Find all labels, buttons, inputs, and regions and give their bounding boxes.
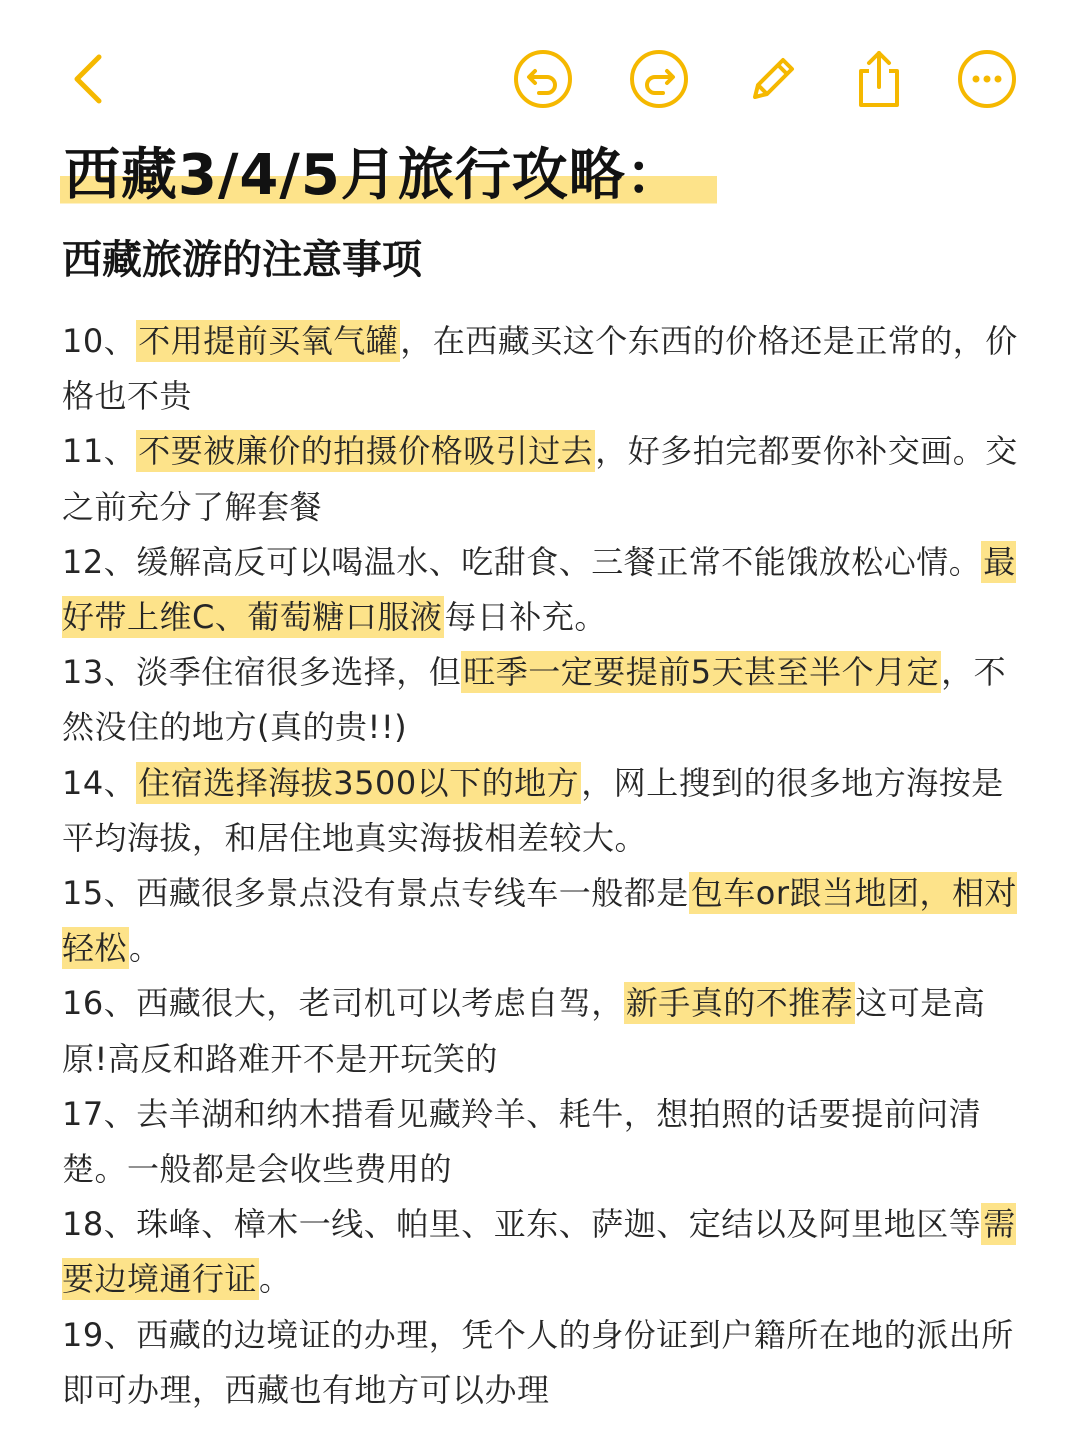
title-wrap xyxy=(60,140,717,212)
list-item-16 xyxy=(62,976,1022,1086)
list-item-13 xyxy=(62,645,1022,755)
item-text: 西藏很大，老司机可以考虑自驾， xyxy=(136,984,624,1023)
item-text: ，网上搜到的很多地方海按是平均海拔，和居住地真实海拔相差较大。 xyxy=(62,763,1004,857)
list-item-14 xyxy=(62,756,1022,866)
item-number: 10、 xyxy=(62,322,137,360)
item-text: 缓解高反可以喝温水、吃甜食、三餐正常不能饿放松心情。 xyxy=(136,542,982,581)
highlighted-text: 不用提前买氧气罐 xyxy=(138,322,399,360)
note-body[interactable] xyxy=(62,314,1022,1418)
toolbar xyxy=(0,44,1080,114)
item-text: 去羊湖和纳木措看见藏羚羊、耗牛，想拍照的话要提前问清楚。一般都是会收些费用的 xyxy=(62,1094,982,1189)
list-item-17 xyxy=(62,1087,1022,1197)
list-item-10 xyxy=(62,314,1022,424)
item-number: 16、 xyxy=(62,984,137,1023)
list-item-15 xyxy=(62,866,1022,976)
highlighted-text: 旺季一定要提前5天甚至半个月定 xyxy=(463,653,940,692)
item-number: 12、 xyxy=(62,542,137,581)
item-text: 淡季住宿很多选择，但 xyxy=(136,653,462,692)
more-button[interactable] xyxy=(952,44,1022,114)
back-button[interactable] xyxy=(54,44,124,114)
redo-button[interactable] xyxy=(624,44,694,114)
item-number: 14、 xyxy=(62,763,137,802)
note-title[interactable]: 西藏3/4/5月旅行攻略： xyxy=(60,140,717,212)
highlighted-text: 包车or跟当地团，相对轻松 xyxy=(62,874,1017,968)
pencil-icon xyxy=(743,49,803,109)
note-subtitle[interactable]: 西藏旅游的注意事项 xyxy=(62,237,422,283)
item-text: 。 xyxy=(259,1260,292,1299)
item-number: 17、 xyxy=(62,1094,137,1133)
list-item-19 xyxy=(62,1308,1022,1418)
item-text: ，不然没住的地方(真的贵!!) xyxy=(62,653,1007,747)
item-text: ，在西藏买这个东西的价格还是正常的，价格也不贵 xyxy=(62,322,1018,416)
item-number: 18、 xyxy=(62,1205,137,1244)
item-text: 珠峰、樟木一线、帕里、亚东、萨迦、定结以及阿里地区等 xyxy=(136,1205,982,1244)
highlighted-text: 住宿选择海拔3500以下的地方 xyxy=(138,763,580,802)
highlighted-text: 不要被廉价的拍摄价格吸引过去 xyxy=(138,432,594,471)
redo-icon xyxy=(627,47,691,111)
highlighted-text: 需要边境通行证 xyxy=(62,1205,1016,1299)
undo-button[interactable] xyxy=(508,44,578,114)
item-number: 15、 xyxy=(62,874,137,913)
item-text: 这可是高原!高反和路难开不是开玩笑的 xyxy=(62,984,986,1078)
list-item-11 xyxy=(62,424,1022,534)
edit-button[interactable] xyxy=(738,44,808,114)
item-text: 每日补充。 xyxy=(444,598,607,637)
back-icon xyxy=(59,49,119,109)
item-text: 西藏很多景点没有景点专线车一般都是 xyxy=(136,874,689,913)
highlighted-text: 最好带上维C、葡萄糖口服液 xyxy=(62,542,1016,637)
item-text: ，好多拍完都要你补交画。交之前充分了解套餐 xyxy=(62,432,1018,526)
item-number: 11、 xyxy=(62,432,137,471)
item-number: 19、 xyxy=(62,1315,137,1354)
item-number: 13、 xyxy=(62,653,137,692)
list-item-12 xyxy=(62,535,1022,645)
highlighted-text: 新手真的不推荐 xyxy=(625,984,854,1023)
share-icon xyxy=(849,47,909,111)
item-text: 西藏的边境证的办理，凭个人的身份证到户籍所在地的派出所即可办理，西藏也有地方可以办理 xyxy=(62,1315,1014,1409)
item-text: 。 xyxy=(129,929,162,968)
undo-icon xyxy=(511,47,575,111)
more-icon xyxy=(955,47,1019,111)
list-item-18 xyxy=(62,1197,1022,1307)
share-button[interactable] xyxy=(844,44,914,114)
